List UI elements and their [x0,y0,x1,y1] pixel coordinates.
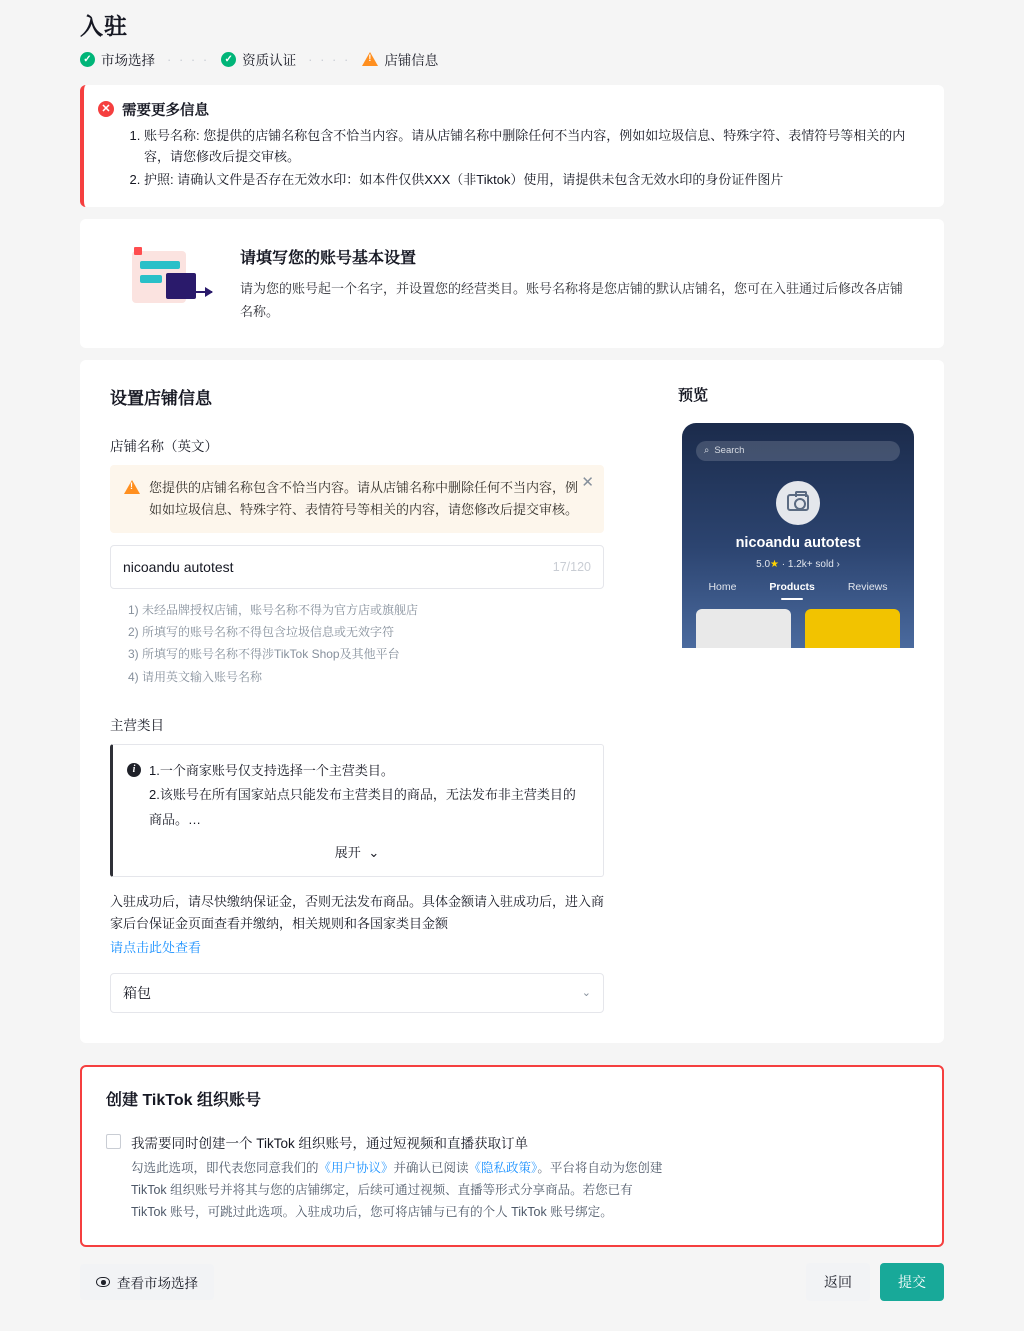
preview-product-card [805,609,900,648]
warning-triangle-icon [124,480,140,494]
hint-item: 4) 请用英文输入账号名称 [128,669,263,684]
org-sub-prefix: 勾选此选项，即代表您同意我们的 [131,1160,319,1175]
page-header [0,0,1024,69]
deposit-link[interactable]: 请点击此处查看 [110,939,202,955]
section-title: 设置店铺信息 [110,388,212,408]
org-account-checkbox[interactable] [106,1134,121,1149]
alert-item-list [122,125,926,190]
step-label: 市场选择 [101,53,155,68]
org-consent-label: 我需要同时创建一个 TikTok 组织账号，通过短视频和直播获取订单 [131,1135,529,1151]
step-separator: · · · · [308,51,351,67]
category-info-line2: 2.该账号在所有国家站点只能发布主营类目的商品，无法发布非主营类目的商品。… [149,787,576,828]
shop-name-input[interactable] [110,545,604,589]
org-sub-mid: 并确认已阅读 [393,1160,469,1175]
preview-search-bar [696,441,900,461]
step-shop-info[interactable] [362,49,438,69]
shop-name-value: nicoandu autotest [123,559,234,575]
chevron-down-icon: ⌄ [581,987,591,1000]
error-alert [80,85,944,207]
shop-name-warning [110,465,604,533]
expand-label: 展开 [334,844,361,860]
org-sub-suffix: 。平台将自动为您创建 [537,1160,663,1175]
deposit-note-text: 入驻成功后，请尽快缴纳保证金，否则无法发布商品。具体金额请入驻成功后，进入商家后台保证金页面查看并缴纳，相关规则和各国家类目金额 [110,893,605,931]
info-circle-icon: i [127,763,141,777]
chevron-down-icon: ⌄ [368,844,380,860]
category-info-row [127,759,587,833]
preview-shop-name: nicoandu autotest [735,534,861,551]
preview-product-grid [696,609,900,648]
step-label: 资质认证 [242,53,297,68]
privacy-policy-link[interactable]: 《隐私政策》 [468,1160,538,1175]
shop-name-warning-text: 您提供的店铺名称包含不恰当内容。请从店铺名称中删除任何不当内容，例如如垃圾信息、特殊字符、表情符号等相关的内容，请您修改后提交审核。 [149,479,579,517]
search-icon: ⌕ [704,445,710,457]
shop-info-card [80,360,944,1043]
category-info-box [110,744,604,877]
intro-description: 请为您的账号起一个名字，并设置您的经营类目。账号名称将是您店铺的默认店铺名，您可在入驻通过后修改各店铺名称。 [240,281,904,320]
org-consent-description [131,1158,662,1224]
preview-rating: 5.0 [756,558,771,570]
shop-name-counter: 17/120 [552,560,591,574]
preview-panel [638,384,914,1013]
preview-tab-home: Home [708,580,737,593]
expand-button[interactable] [127,841,587,866]
step-indicator [80,49,1024,69]
category-label: 主营类目 [110,717,164,733]
category-select-value: 箱包 [123,984,151,1001]
preview-title: 预览 [678,386,709,404]
page-footer [80,1263,944,1331]
org-consent-row [106,1132,918,1224]
user-agreement-link[interactable]: 《用户协议》 [318,1160,394,1175]
close-icon[interactable]: ✕ [581,473,594,491]
org-sub-line2: TikTok 组织账号并将其与您的店铺绑定，后续可通过视频、直播等形式分享商品。若您已有 [131,1182,633,1197]
check-circle-icon: ✓ [80,52,95,67]
check-circle-icon: ✓ [221,52,236,67]
hint-item: 3) 所填写的账号名称不得涉TikTok Shop及其他平台 [128,647,400,662]
tiktok-org-account-card [80,1065,944,1248]
step-market-selection[interactable] [80,49,155,69]
category-select[interactable] [110,973,604,1013]
setup-illustration-icon [132,247,214,309]
hint-item: 2) 所填写的账号名称不得包含垃圾信息或无效字符 [128,625,395,640]
alert-body [122,99,926,191]
back-button[interactable]: 返回 [806,1263,870,1301]
shop-info-form [110,384,638,1013]
preview-shop-meta [682,559,914,570]
preview-tab-products: Products [769,577,815,597]
preview-tabs [682,577,914,597]
warning-triangle-icon [362,52,378,66]
preview-product-card [696,609,791,648]
preview-tab-reviews: Reviews [847,580,888,593]
error-circle-icon: ✕ [98,101,114,117]
view-market-selection-button[interactable] [80,1264,214,1300]
step-qualification[interactable] [221,49,296,69]
alert-item: 2. 护照: 请确认文件是否存在无效水印：如本件仅供XXX（非Tiktok）使用，请提供未包含无效水印的身份证件图片 [144,169,926,190]
org-card-title: 创建 TikTok 组织账号 [106,1091,261,1109]
intro-card [80,219,944,348]
step-separator: · · · · [167,51,210,67]
intro-text [240,243,914,324]
shop-preview [682,423,914,648]
view-market-label: 查看市场选择 [117,1276,198,1292]
preview-sold: · 1.2k+ sold › [781,558,840,570]
footer-actions [806,1263,944,1301]
category-info-line1: 1.一个商家账号仅支持选择一个主营类目。 [149,762,394,778]
shop-name-label: 店铺名称（英文） [110,438,218,454]
camera-icon [776,481,820,525]
alert-item: 1. 账号名称: 您提供的店铺名称包含不恰当内容。请从店铺名称中删除任何不当内容，例如如垃圾信息、特殊字符、表情符号等相关的内容，请您修改后提交审核。 [144,125,926,168]
star-icon: ★ [770,558,779,570]
preview-search-placeholder: Search [714,445,745,457]
submit-button[interactable]: 提交 [880,1263,944,1301]
eye-icon [96,1277,110,1287]
hint-item: 1) 未经品牌授权店铺，账号名称不得为官方店或旗舰店 [128,603,419,617]
org-sub-line3: TikTok 账号，可跳过此选项。入驻成功后，您可将店铺与已有的个人 TikTok 账号绑定。 [131,1204,613,1219]
alert-title: 需要更多信息 [122,103,209,119]
step-label: 店铺信息 [384,53,439,68]
page-title: 入驻 [80,13,128,39]
intro-title: 请填写您的账号基本设置 [240,250,417,268]
shop-name-hints [110,599,638,688]
deposit-note [110,891,610,959]
